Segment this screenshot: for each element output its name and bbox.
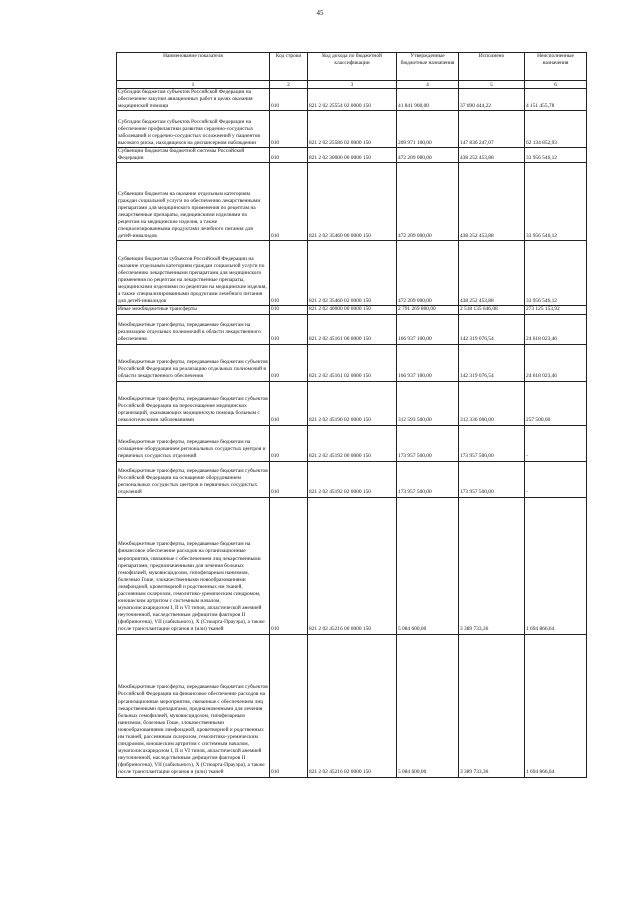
budget-code-cell: 821 2 02 45216 02 0000 150 [308, 634, 397, 777]
unexecuted-amount-cell: - [525, 461, 587, 497]
executed-amount-cell: 312 336 000,00 [459, 381, 525, 425]
table-row [117, 163, 587, 241]
approved-amount-cell: 173 957 500,00 [397, 425, 459, 461]
page-number: 45 [316, 9, 324, 17]
unexecuted-amount-cell: 273 125 153,92 [525, 306, 587, 314]
budget-code-cell: 821 2 02 45192 00 0000 150 [308, 425, 397, 461]
table-row [117, 381, 587, 425]
line-code-cell: 010 [270, 314, 308, 344]
budget-code-cell: 821 2 02 45216 00 0000 150 [308, 497, 397, 634]
indicator-name-cell: Межбюджетные трансферты, передаваемые бюджетам на реализацию отдельных полномочий в области лекарственного обеспечения [117, 314, 270, 344]
header-approved: Утвержденные бюджетные назначения [397, 53, 459, 81]
budget-code-cell: 821 2 02 35460 02 0000 150 [308, 241, 397, 306]
line-code-cell: 010 [270, 111, 308, 148]
table-row [117, 306, 587, 314]
executed-amount-cell: 173 957 500,00 [459, 461, 525, 497]
unexecuted-amount-cell: 1 694 866,64 [525, 497, 587, 634]
indicator-name-cell: Субсидии бюджетам субъектов Российской Федерации на обеспечение закупки авиационных работ в целях оказания медицинской помощи [117, 89, 270, 111]
table-row [117, 634, 587, 777]
indicator-name-cell: Иные межбюджетные трансферты [117, 306, 270, 314]
line-code-cell: 010 [270, 163, 308, 241]
table-row [117, 241, 587, 306]
approved-amount-cell: 472 209 000,00 [397, 148, 459, 163]
approved-amount-cell: 472 209 000,00 [397, 241, 459, 306]
budget-code-cell: 821 2 02 30000 00 0000 150 [308, 148, 397, 163]
indicator-name-cell: Межбюджетные трансферты, передаваемые бюджетам субъектов Российской Федерации на финансовое обеспечение расходов на организационные мероприятия, связанные с обеспечением лиц лекарственными препаратами, предназначенными для лечения больных гемофилией, муковисцидозом, гипофизарным нанизмом, болезнью Гоше, злокачественными новообразованиями лимфоидной, кроветворной и родственных им тканей, рассеянным склерозом, гемолитико-уремическим синдромом, юношеским артритом с системным началом, мукополисахаридозом I, II и VI типов, апластической анемией неуточненной, наследственным дефицитом факторов II (фибриногена), VII (лабильного), X (Стюарта-Прауэра), а также после трансплантации органов и (или) тканей [117, 634, 270, 777]
unexecuted-amount-cell: 24 618 023,46 [525, 314, 587, 344]
approved-amount-cell: 472 209 000,00 [397, 163, 459, 241]
unexecuted-amount-cell: 1 694 866,64 [525, 634, 587, 777]
budget-code-cell: 821 2 02 45190 02 0000 150 [308, 381, 397, 425]
line-code-cell: 010 [270, 381, 308, 425]
line-code-cell: 010 [270, 306, 308, 314]
line-code-cell: 010 [270, 344, 308, 381]
executed-amount-cell: 147 836 247,07 [459, 111, 525, 148]
budget-execution-table [116, 52, 587, 778]
unexecuted-amount-cell: 33 956 546,12 [525, 241, 587, 306]
column-number: 5 [459, 81, 525, 89]
indicator-name-cell: Межбюджетные трансферты, передаваемые бюджетам субъектов Российской Федерации на реализацию отдельных полномочий в области лекарственного обеспечения [117, 344, 270, 381]
executed-amount-cell: 438 252 453,88 [459, 163, 525, 241]
indicator-name-cell: Субвенции бюджетам на оказание отдельным категориям граждан социальной услуги по обеспечению лекарственными препаратами для медицинского применения по рецептам на лекарственные препараты, медицинскими изделиями по рецептам на медицинские изделия, а также специализированными продуктами лечебного питания для детей-инвалидов [117, 163, 270, 241]
approved-amount-cell: 41 841 900,00 [397, 89, 459, 111]
table-row [117, 344, 587, 381]
indicator-name-cell: Субвенции бюджетам субъектов Российской Федерации на оказание отдельным категориям граждан социальной услуги по обеспечению лекарственными препаратами для медицинского применения по рецептам на лекарственные препараты, медицинскими изделиями по рецептам на медицинские изделия, а также специализированными продуктами лечебного питания для детей-инвалидов [117, 241, 270, 306]
approved-amount-cell: 209 971 100,00 [397, 111, 459, 148]
executed-amount-cell: 173 957 500,00 [459, 425, 525, 461]
budget-code-cell: 821 2 02 45161 00 0000 150 [308, 314, 397, 344]
table-row [117, 148, 587, 163]
executed-amount-cell: 3 389 733,36 [459, 497, 525, 634]
approved-amount-cell: 5 084 600,00 [397, 497, 459, 634]
header-line-code: Код строки [270, 53, 308, 81]
executed-amount-cell: 142 319 076,54 [459, 344, 525, 381]
budget-code-cell: 821 2 02 40000 00 0000 150 [308, 306, 397, 314]
executed-amount-cell: 3 389 733,36 [459, 634, 525, 777]
approved-amount-cell: 173 957 500,00 [397, 461, 459, 497]
unexecuted-amount-cell: 33 956 546,12 [525, 163, 587, 241]
line-code-cell: 010 [270, 148, 308, 163]
unexecuted-amount-cell: 62 134 852,93 [525, 111, 587, 148]
approved-amount-cell: 5 084 600,00 [397, 634, 459, 777]
unexecuted-amount-cell: 33 956 546,12 [525, 148, 587, 163]
line-code-cell: 010 [270, 241, 308, 306]
line-code-cell: 010 [270, 461, 308, 497]
indicator-name-cell: Субвенции бюджетам бюджетной системы Российской Федерации [117, 148, 270, 163]
indicator-name-cell: Межбюджетные трансферты, передаваемые бюджетам субъектов Российской Федерации на оснащение оборудованием региональных сосудистых центров и первичных сосудистых отделений [117, 461, 270, 497]
table-row [117, 497, 587, 634]
column-number: 1 [117, 81, 270, 89]
header-unexecuted: Неисполненные назначения [525, 53, 587, 81]
line-code-cell: 010 [270, 425, 308, 461]
line-code-cell: 010 [270, 89, 308, 111]
indicator-name-cell: Межбюджетные трансферты, передаваемые бюджетам на финансовое обеспечение расходов на организационные мероприятия, связанные с обеспечением лиц лекарственными препаратами, предназначенными для лечения больных гемофилией, муковисцидозом, гипофизарным нанизмом, болезнью Гоше, злокачественными новообразованиями лимфоидной, кроветворной и родственных им тканей, рассеянным склерозом, гемолитико-уремическим синдромом, юношеским артритом с системным началом, мукополисахаридозом I, II и VI типов, апластической анемией неуточненной, наследственным дефицитом факторов II (фибриногена), VII (лабильного), X (Стюарта-Прауэра), а также после трансплантации органов и (или) тканей [117, 497, 270, 634]
column-number: 3 [308, 81, 397, 89]
table-row [117, 425, 587, 461]
table-body [117, 89, 587, 778]
unexecuted-amount-cell: 257 500,00 [525, 381, 587, 425]
unexecuted-amount-cell: 4 151 455,78 [525, 89, 587, 111]
approved-amount-cell: 312 593 500,00 [397, 381, 459, 425]
approved-amount-cell: 2 791 269 800,00 [397, 306, 459, 314]
executed-amount-cell: 438 252 453,88 [459, 241, 525, 306]
column-number: 2 [270, 81, 308, 89]
header-row [117, 53, 587, 81]
approved-amount-cell: 166 937 100,00 [397, 314, 459, 344]
table-row [117, 461, 587, 497]
table-row [117, 111, 587, 148]
indicator-name-cell: Межбюджетные трансферты, передаваемые бюджетам субъектов Российской Федерации на переоснащение медицинских организаций, оказывающих медицинскую помощь больным с онкологическими заболеваниями [117, 381, 270, 425]
budget-code-cell: 821 2 02 35460 00 0000 150 [308, 163, 397, 241]
line-code-cell: 010 [270, 634, 308, 777]
line-code-cell: 010 [270, 497, 308, 634]
unexecuted-amount-cell: 24 618 023,46 [525, 344, 587, 381]
budget-code-cell: 821 2 02 45161 02 0000 150 [308, 344, 397, 381]
table-row [117, 89, 587, 111]
approved-amount-cell: 166 937 100,00 [397, 344, 459, 381]
budget-code-cell: 821 2 02 45192 02 0000 150 [308, 461, 397, 497]
budget-code-cell: 821 2 02 25586 02 0000 150 [308, 111, 397, 148]
executed-amount-cell: 142 319 076,54 [459, 314, 525, 344]
executed-amount-cell: 438 252 453,88 [459, 148, 525, 163]
indicator-name-cell: Субсидии бюджетам субъектов Российской Федерации на обеспечение профилактики развития сердечно-сосудистых заболеваний и сердечно-сосудистых осложнений у пациентов высокого риска, находящихся на диспансерном наблюдении [117, 111, 270, 148]
table-row [117, 314, 587, 344]
budget-code-cell: 821 2 02 25554 02 0000 150 [308, 89, 397, 111]
column-number-row [117, 81, 587, 89]
column-number: 4 [397, 81, 459, 89]
header-indicator-name: Наименование показателя [117, 53, 270, 81]
executed-amount-cell: 37 690 444,22 [459, 89, 525, 111]
header-executed: Исполнено [459, 53, 525, 81]
executed-amount-cell: 2 518 135 646,08 [459, 306, 525, 314]
indicator-name-cell: Межбюджетные трансферты, передаваемые бюджетам на оснащение оборудованием региональных сосудистых центров и первичных сосудистых отделений [117, 425, 270, 461]
header-budget-code: Код дохода по бюджетной классификации [308, 53, 397, 81]
unexecuted-amount-cell: - [525, 425, 587, 461]
column-number: 6 [525, 81, 587, 89]
